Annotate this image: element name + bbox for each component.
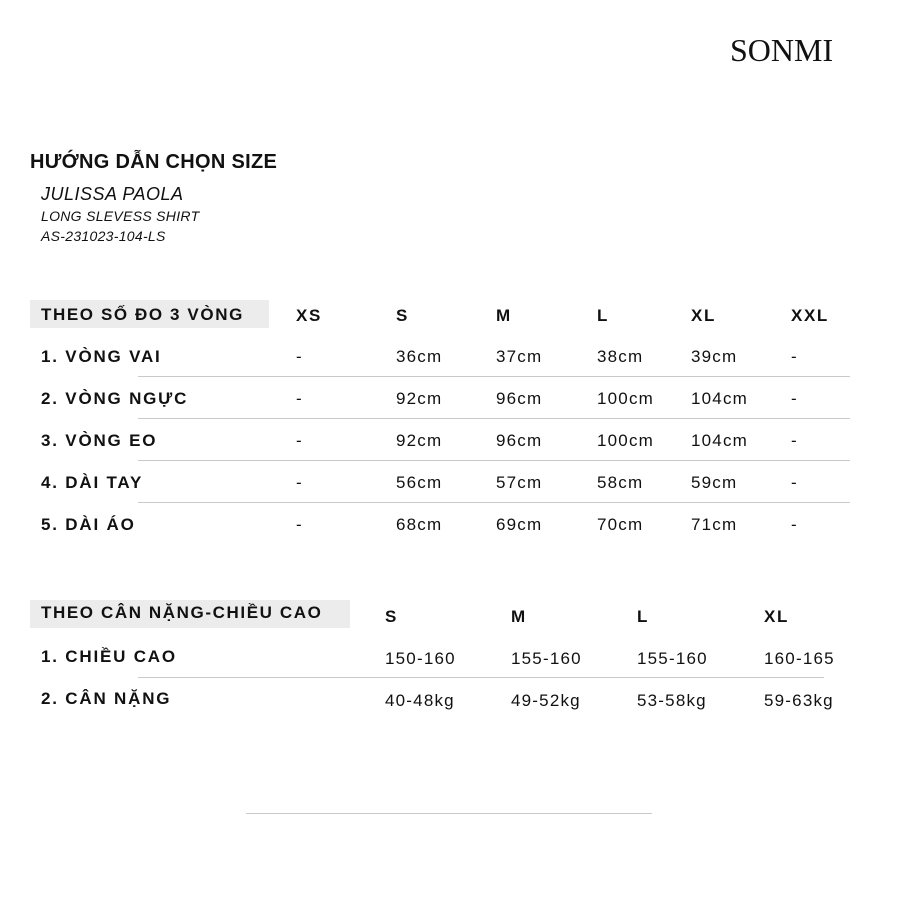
brand-logo: SONMI xyxy=(730,32,834,68)
measurement-value: - xyxy=(791,347,798,366)
size-column-header: XL xyxy=(691,306,716,325)
measurement-row-label: 2. VÒNG NGỰC xyxy=(41,389,189,408)
measurement-value: 36cm xyxy=(396,347,443,366)
measurement-value: 37cm xyxy=(496,347,543,366)
product-name: JULISSA PAOLA xyxy=(41,184,184,204)
row-divider xyxy=(138,677,824,678)
measurement-value: - xyxy=(296,431,303,450)
size-column-header: XXL xyxy=(791,306,829,325)
measurement-row-label: 1. VÒNG VAI xyxy=(41,347,162,366)
measurements-header: THEO SỐ ĐO 3 VÒNG xyxy=(41,305,244,324)
size-column-header: L xyxy=(597,306,609,325)
size-column-header: XS xyxy=(296,306,322,325)
weight-height-value: 160-165 xyxy=(764,649,835,668)
measurement-value: 96cm xyxy=(496,389,543,408)
row-divider xyxy=(138,376,850,377)
measurement-row-label: 5. DÀI ÁO xyxy=(41,515,136,534)
size-column-header: L xyxy=(637,607,649,626)
measurement-value: 96cm xyxy=(496,431,543,450)
row-divider xyxy=(138,418,850,419)
measurement-value: 71cm xyxy=(691,515,738,534)
weight-height-value: 53-58kg xyxy=(637,691,707,710)
weight-height-value: 49-52kg xyxy=(511,691,581,710)
weight-height-value: 59-63kg xyxy=(764,691,834,710)
size-column-header: M xyxy=(511,607,527,626)
measurement-value: - xyxy=(296,347,303,366)
measurement-value: 57cm xyxy=(496,473,543,492)
measurement-value: 70cm xyxy=(597,515,644,534)
footer-divider xyxy=(246,813,652,814)
weight-height-value: 150-160 xyxy=(385,649,456,668)
measurement-value: - xyxy=(791,431,798,450)
measurement-value: 68cm xyxy=(396,515,443,534)
weight-height-row-label: 2. CÂN NẶNG xyxy=(41,689,172,708)
row-divider xyxy=(138,502,850,503)
weight-height-header: THEO CÂN NẶNG-CHIỀU CAO xyxy=(41,603,323,622)
measurement-value: 58cm xyxy=(597,473,644,492)
size-column-header: XL xyxy=(764,607,789,626)
measurement-value: 39cm xyxy=(691,347,738,366)
measurement-value: 59cm xyxy=(691,473,738,492)
measurement-value: - xyxy=(296,389,303,408)
measurement-value: 92cm xyxy=(396,431,443,450)
measurement-value: 38cm xyxy=(597,347,644,366)
measurement-value: 100cm xyxy=(597,389,655,408)
measurement-value: - xyxy=(296,473,303,492)
weight-height-row-label: 1. CHIỀU CAO xyxy=(41,647,177,666)
size-column-header: S xyxy=(385,607,398,626)
weight-height-value: 155-160 xyxy=(637,649,708,668)
measurement-value: 104cm xyxy=(691,431,749,450)
measurement-row-label: 4. DÀI TAY xyxy=(41,473,144,492)
page-title: HƯỚNG DẪN CHỌN SIZE xyxy=(30,151,278,173)
measurement-value: - xyxy=(791,389,798,408)
weight-height-value: 40-48kg xyxy=(385,691,455,710)
row-divider xyxy=(138,460,850,461)
size-column-header: S xyxy=(396,306,409,325)
measurement-value: - xyxy=(296,515,303,534)
measurement-value: 104cm xyxy=(691,389,749,408)
measurement-value: - xyxy=(791,515,798,534)
measurement-value: 56cm xyxy=(396,473,443,492)
measurement-value: - xyxy=(791,473,798,492)
measurement-row-label: 3. VÒNG EO xyxy=(41,431,158,450)
measurement-value: 92cm xyxy=(396,389,443,408)
measurement-value: 69cm xyxy=(496,515,543,534)
product-type: LONG SLEVESS SHIRT xyxy=(41,208,200,224)
product-code: AS-231023-104-LS xyxy=(41,228,166,244)
measurement-value: 100cm xyxy=(597,431,655,450)
weight-height-value: 155-160 xyxy=(511,649,582,668)
size-column-header: M xyxy=(496,306,512,325)
